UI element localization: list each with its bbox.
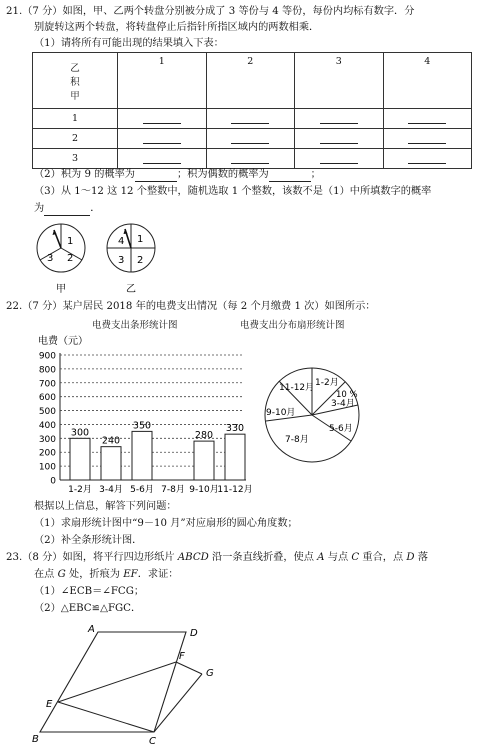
answer-blank[interactable] <box>135 171 177 182</box>
q21-part3: （3）从 1～12 这 12 个整数中，随机选取 1 个整数，该数不是（1）中所填数字的概率 <box>34 186 432 197</box>
q22-after1: 根据以上信息，解答下列问题： <box>34 501 177 512</box>
q23-text: 在点 <box>34 569 58 580</box>
col-header: 2 <box>206 53 295 109</box>
bar-value-label: 280 <box>194 430 214 442</box>
q23-math: C <box>351 552 360 563</box>
q21-line1: 21.（7 分）如图，甲、乙两个转盘分别被分成了 3 等份与 4 等份，每份内均标有数字．分 <box>6 6 415 17</box>
q23-math: ABCD <box>177 552 209 563</box>
q22-line1: 22.（7 分）某户居民 2018 年的电费支出情况（每 2 个月缴费 1 次）如图所示： <box>6 301 376 312</box>
y-tick-label: 600 <box>38 393 56 404</box>
col-header: 4 <box>383 53 472 109</box>
pie-label: 11-12月 <box>279 383 315 393</box>
point-label: B <box>32 734 39 745</box>
q23-text: 重合，点 <box>359 552 407 563</box>
bar-value-label: 350 <box>132 420 152 432</box>
result-table <box>32 52 472 169</box>
answer-cell[interactable] <box>118 129 207 149</box>
y-tick-label: 500 <box>38 407 56 418</box>
x-tick-label: 3-4月 <box>99 485 123 495</box>
sector-number: 2 <box>137 255 144 266</box>
bar <box>70 438 90 480</box>
q23-math: G <box>57 569 66 580</box>
sector-number: 1 <box>137 234 144 245</box>
bar-chart-title: 电费支出条形统计图 <box>92 320 178 331</box>
segment-ec <box>58 702 154 732</box>
segment-fg <box>176 662 202 674</box>
q21-part3-b: 为 <box>34 203 45 214</box>
row-header: 2 <box>33 129 118 149</box>
row-header: 1 <box>33 109 118 129</box>
spinner-jia <box>37 224 85 295</box>
q23-text: 与点 <box>324 552 352 563</box>
row-header: 3 <box>33 149 118 169</box>
point-label: A <box>88 624 95 635</box>
spinner-label: 甲 <box>56 284 66 295</box>
bar-chart <box>6 333 256 498</box>
y-tick-label: 300 <box>38 434 56 445</box>
y-tick-label: 100 <box>38 462 56 473</box>
q23-line1 <box>6 551 428 565</box>
segment-gc <box>154 674 202 732</box>
pie-label: 9-10月 <box>266 408 296 418</box>
sector-number: 2 <box>67 253 74 264</box>
q21-part2-c: ； <box>310 169 321 180</box>
x-tick-label: 9-10月 <box>189 485 219 495</box>
col-header: 1 <box>118 53 207 109</box>
answer-cell[interactable] <box>383 129 472 149</box>
q23-p2: （2）△EBC≌△FGC． <box>34 603 142 614</box>
answer-cell[interactable] <box>383 149 472 169</box>
corner-jia: 甲 <box>70 90 80 102</box>
q21-part2 <box>34 168 321 182</box>
pie-label: 1-2月 <box>315 378 339 388</box>
q21-part3-c: ． <box>90 203 101 214</box>
y-tick-label: 400 <box>38 420 56 431</box>
sector-number: 3 <box>47 253 54 264</box>
point-label: E <box>46 699 53 710</box>
q21-part2-b: ；积为偶数的概率为 <box>176 169 269 180</box>
x-tick-label: 11-12月 <box>217 485 253 495</box>
answer-cell[interactable] <box>118 149 207 169</box>
sector-number: 3 <box>118 255 125 266</box>
answer-cell[interactable] <box>295 129 384 149</box>
q21-part1: （1）请将所有可能出现的结果填入下表： <box>34 38 224 49</box>
q23-line2 <box>34 568 178 582</box>
bar-value-label: 330 <box>225 423 245 435</box>
q23-math: D <box>406 552 415 563</box>
x-tick-label: 1-2月 <box>68 485 92 495</box>
answer-cell[interactable] <box>206 149 295 169</box>
bar <box>225 434 245 480</box>
q23-p1: （1）∠ECB＝∠FCG； <box>34 586 145 597</box>
corner-ji: 积 <box>70 76 80 88</box>
q21-part3-cont <box>34 202 100 216</box>
table-corner <box>33 53 118 109</box>
answer-cell[interactable] <box>295 149 384 169</box>
point-label: G <box>206 668 214 679</box>
pie-label: 5-6月 <box>329 424 353 434</box>
point-label: C <box>149 736 156 746</box>
pie-chart-title: 电费支出分布扇形统计图 <box>240 320 345 331</box>
q23-math: A <box>317 552 325 563</box>
fold-line-ef <box>58 662 176 702</box>
spinners-figure <box>34 220 164 295</box>
answer-cell[interactable] <box>295 109 384 129</box>
point-label: D <box>190 628 198 639</box>
pie-percent: 10 % <box>336 390 358 400</box>
q21-part2-a: （2）积为 9 的概率为 <box>34 169 135 180</box>
x-tick-label: 5-6月 <box>130 485 154 495</box>
answer-cell[interactable] <box>383 109 472 129</box>
sector-number: 1 <box>67 236 74 247</box>
y-tick-label: 700 <box>38 379 56 390</box>
q23-text: 落 <box>414 552 429 563</box>
q23-text: ．求证： <box>137 569 179 580</box>
bar <box>194 441 214 480</box>
answer-blank[interactable] <box>44 205 90 216</box>
y-tick-label: 200 <box>38 448 56 459</box>
x-tick-label: 7-8月 <box>161 485 185 495</box>
spinner-yi <box>107 224 155 295</box>
answer-blank[interactable] <box>269 171 311 182</box>
answer-cell[interactable] <box>206 129 295 149</box>
bar <box>101 447 121 480</box>
q23-math: EF <box>123 569 138 580</box>
geometry-figure <box>26 620 236 746</box>
col-header: 3 <box>295 53 384 109</box>
bar-value-label: 300 <box>70 427 90 439</box>
y-tick-label: 900 <box>38 351 56 362</box>
q21-line2: 别旋转这两个转盘，将转盘停止后指针所指区域内的两数相乘． <box>34 22 320 33</box>
q22-after2: （1）求扇形统计图中“9－10 月”对应扇形的圆心角度数； <box>34 518 298 529</box>
q23-text: 沿一条直线折叠，使点 <box>208 552 318 563</box>
bar <box>132 431 152 480</box>
answer-cell[interactable] <box>118 109 207 129</box>
sector-number: 4 <box>118 236 125 247</box>
q23-text: 23.（8 分）如图，将平行四边形纸片 <box>6 552 178 563</box>
y-tick-label: 800 <box>38 365 56 376</box>
pie-label: 7-8月 <box>285 435 309 445</box>
pie-chart <box>262 365 372 475</box>
spinner-label: 乙 <box>126 284 136 295</box>
y-axis-label: 电费（元） <box>38 336 88 347</box>
bar-value-label: 240 <box>101 435 121 447</box>
q23-text: 处，折痕为 <box>65 569 124 580</box>
answer-cell[interactable] <box>206 109 295 129</box>
pie-label: 3-4月 <box>331 399 355 409</box>
q22-after3: （2）补全条形统计图． <box>34 535 143 546</box>
parallelogram-abcd <box>40 632 186 732</box>
point-label: F <box>179 651 185 662</box>
y-tick-label: 0 <box>50 476 56 487</box>
corner-yi: 乙 <box>70 62 80 74</box>
